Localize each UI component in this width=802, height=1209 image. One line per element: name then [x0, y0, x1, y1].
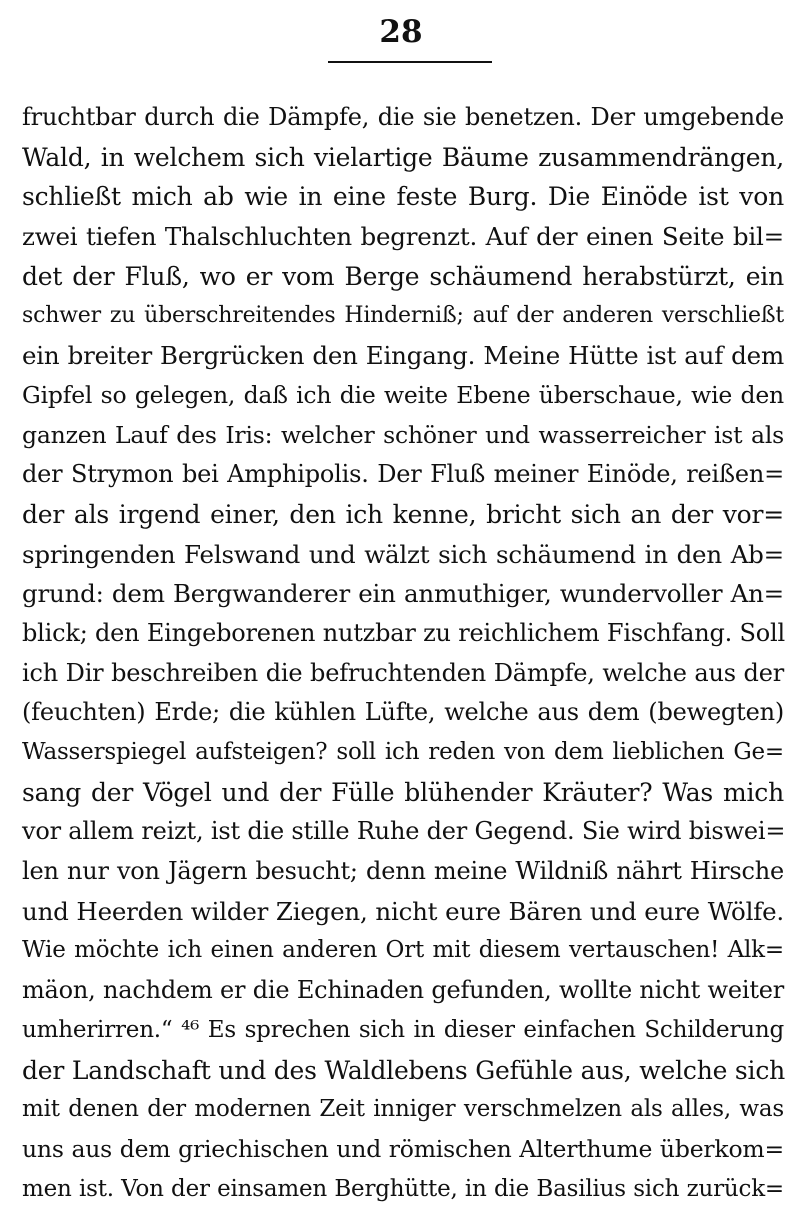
text-line: ich Dir beschreiben die befruchtenden Dämpfe, welche aus der	[22, 658, 784, 687]
text-line: Gipfel so gelegen, daß ich die weite Ebene überschaue, wie den	[22, 380, 784, 409]
text-line: len nur von Jägern besucht; denn meine Wildniß nährt Hirsche	[22, 857, 784, 886]
text-line: ganzen Lauf des Iris: welcher schöner und wasserreicher ist als	[22, 420, 784, 449]
text-line: Wie möchte ich einen anderen Ort mit diesem vertauschen! Alk=	[22, 937, 784, 964]
text-line: ein breiter Bergrücken den Eingang. Meine Hütte ist auf dem	[22, 341, 784, 371]
text-line: und Heerden wilder Ziegen, nicht eure Bären und eure Wölfe.	[22, 896, 784, 926]
text-line: det der Fluß, wo er vom Berge schäumend herabstürzt, ein	[22, 261, 784, 291]
text-line: schwer zu überschreitendes Hinderniß; auf der anderen verschließt	[22, 303, 784, 329]
text-line: springenden Felswand und wälzt sich schäumend in den Ab=	[22, 539, 784, 569]
text-line: mit denen der modernen Zeit inniger verschmelzen als alles, was	[22, 1096, 784, 1123]
text-line: Wald, in welchem sich vielartige Bäume zusammendrängen,	[22, 142, 784, 172]
text-line: der Landschaft und des Waldlebens Gefühle aus, welche sich	[22, 1055, 786, 1085]
text-line: Wasserspiegel aufsteigen? soll ich reden von dem lieblichen Ge=	[22, 739, 784, 765]
text-line: der als irgend einer, den ich kenne, bricht sich an der vor=	[22, 499, 784, 529]
text-line: fruchtbar durch die Dämpfe, die sie benetzen. Der umgebende	[22, 103, 784, 131]
text-line: blick; den Eingeborenen nutzbar zu reichlichem Fischfang. Soll	[22, 618, 785, 647]
text-line: grund: dem Bergwanderer ein anmuthiger, wundervoller An=	[22, 579, 784, 609]
text-line: uns aus dem griechischen und römischen Alterthume überkom=	[22, 1134, 784, 1163]
text-line: umherirren.“ ⁴⁶ Es sprechen sich in dieser einfachen Schilderung	[22, 1016, 784, 1043]
text-line: der Strymon bei Amphipolis. Der Fluß meiner Einöde, reißen=	[22, 460, 784, 489]
text-line: sang der Vögel und der Fülle blühender Kräuter? Was mich	[22, 777, 784, 807]
text-line: (feuchten) Erde; die kühlen Lüfte, welche aus dem (bewegten)	[22, 698, 784, 727]
text-line: zwei tiefen Thalschluchten begrenzt. Auf der einen Seite bil=	[22, 222, 784, 252]
page-number: 28	[379, 14, 423, 50]
text-line: men ist. Von der einsamen Berghütte, in die Basilius sich zurück=	[22, 1175, 784, 1202]
header-rule	[328, 61, 492, 63]
text-line: vor allem reizt, ist die stille Ruhe der Gegend. Sie wird biswei=	[22, 817, 786, 846]
text-line: mäon, nachdem er die Echinaden gefunden, wollte nicht weiter	[22, 976, 785, 1005]
text-line: schließt mich ab wie in eine feste Burg. Die Einöde ist von	[22, 182, 784, 212]
body-text	[22, 98, 784, 1209]
